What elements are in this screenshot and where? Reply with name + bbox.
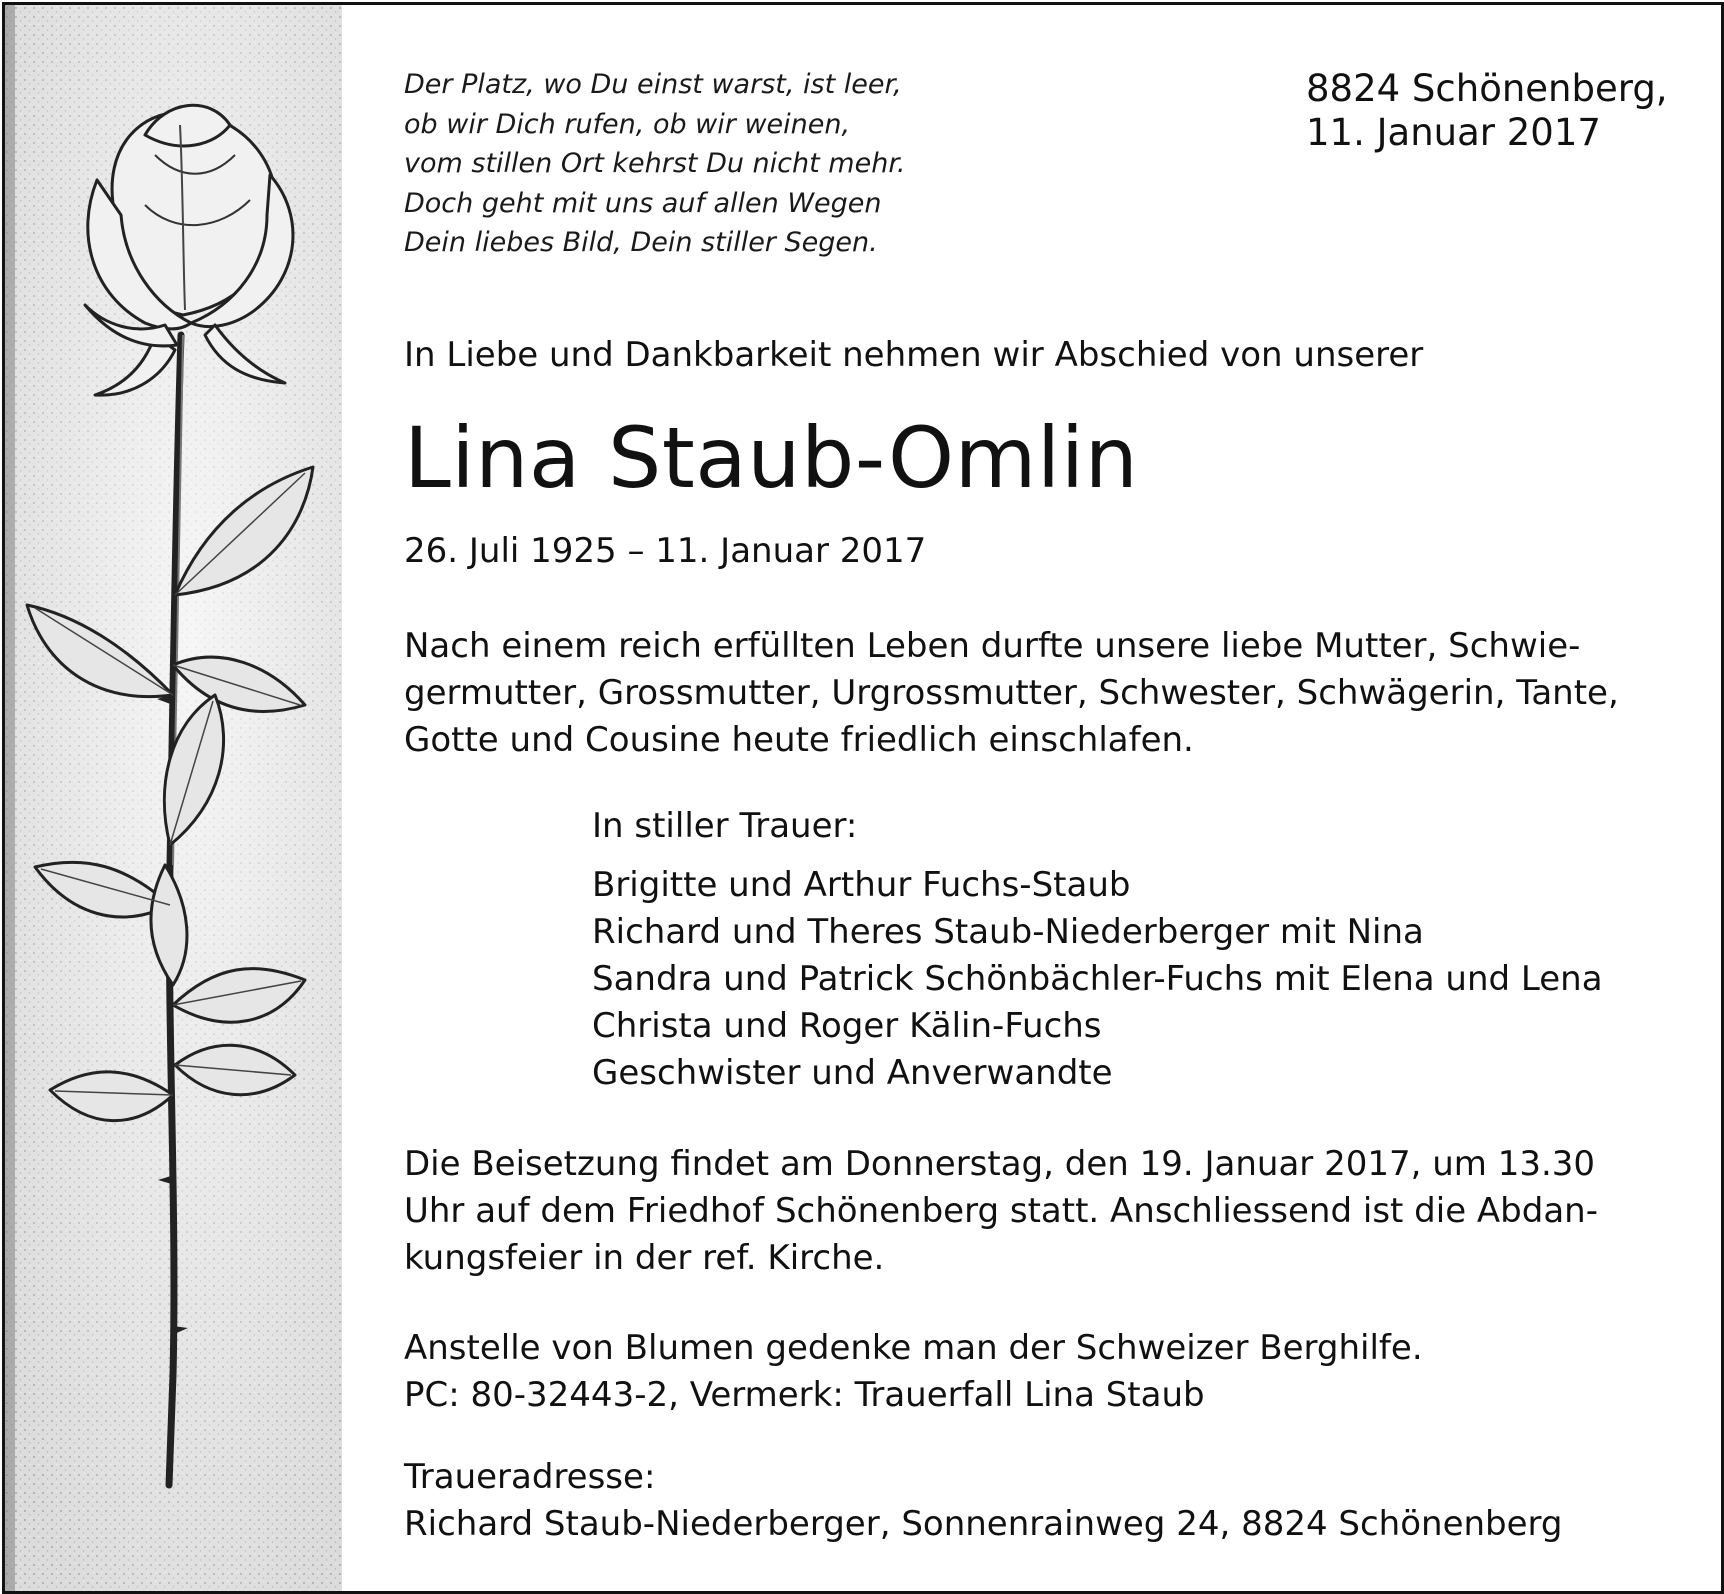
poem-line: Dein liebes Bild, Dein stiller Segen. [404, 227, 878, 258]
burial-line: Uhr auf dem Friedhof Schönenberg statt. Anschliessend ist die Abdan- [404, 1191, 1599, 1231]
announcement-line: Gotte und Cousine heute friedlich einschlafen. [404, 720, 1194, 760]
memorial-poem [404, 65, 906, 263]
announcement-line: germutter, Grossmutter, Urgrossmutter, Schwester, Schwägerin, Tante, [404, 673, 1619, 713]
intro-text: In Liebe und Dankbarkeit nehmen wir Abschied von unserer [404, 335, 1424, 375]
poem-line: Der Platz, wo Du einst warst, ist leer, [404, 69, 902, 100]
donation-line: PC: 80-32443-2, Vermerk: Trauerfall Lina Staub [404, 1375, 1205, 1415]
burial-line: Die Beisetzung findet am Donnerstag, den 19. Januar 2017, um 13.30 [404, 1144, 1596, 1184]
date: 11. Januar 2017 [1306, 111, 1601, 154]
burial-paragraph [404, 1141, 1598, 1282]
mourner-entry: Sandra und Patrick Schönbächler-Fuchs mit Elena und Lena [592, 959, 1603, 999]
mourner-entry: Christa und Roger Kälin-Fuchs [592, 1006, 1102, 1046]
poem-line: Doch geht mit uns auf allen Wegen [404, 187, 882, 219]
rose-icon [5, 5, 342, 1591]
place: 8824 Schönenberg, [1306, 67, 1668, 110]
announcement-paragraph [404, 623, 1619, 764]
place-and-date [1306, 67, 1668, 155]
mourner-entry: Richard und Theres Staub-Niederberger mit Nina [592, 912, 1424, 952]
mourners-list [592, 803, 1603, 1097]
announcement-line: Nach einem reich erfüllten Leben durfte unsere liebe Mutter, Schwie- [404, 626, 1581, 666]
mourner-entry: Brigitte und Arthur Fuchs-Staub [592, 865, 1131, 905]
poem-line: ob wir Dich rufen, ob wir weinen, [404, 108, 851, 140]
mourner-entry: Geschwister und Anverwandte [592, 1053, 1113, 1093]
mourners-heading: In stiller Trauer: [592, 806, 858, 846]
burial-line: kungsfeier in der ref. Kirche. [404, 1238, 885, 1278]
address-label: Traueradresse: [404, 1457, 656, 1497]
poem-line: vom stillen Ort kehrst Du nicht mehr. [404, 148, 906, 179]
obituary-notice [2, 2, 1724, 1594]
life-dates: 26. Juli 1925 – 11. Januar 2017 [404, 531, 927, 571]
rose-illustration-panel [5, 5, 342, 1591]
notice-content [404, 5, 1721, 1591]
donation-paragraph [404, 1325, 1423, 1419]
deceased-name: Lina Staub-Omlin [404, 409, 1139, 507]
donation-line: Anstelle von Blumen gedenke man der Schweizer Berghilfe. [404, 1328, 1423, 1368]
address-value: Richard Staub-Niederberger, Sonnenrainweg 24, 8824 Schönenberg [404, 1504, 1563, 1544]
mourning-address [404, 1454, 1563, 1548]
